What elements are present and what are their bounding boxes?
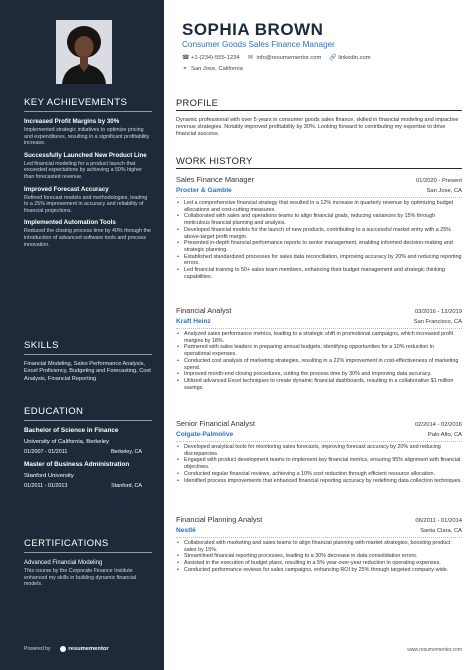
work-history-heading: WORK HISTORY xyxy=(176,155,462,169)
achievements-heading: KEY ACHIEVEMENTS xyxy=(24,97,152,112)
achievement-desc: Reduced the closing process time by 40% through the introduction of advanced software tools and process innovation. xyxy=(24,228,151,248)
profile-heading: PROFILE xyxy=(176,97,462,111)
job-bullet: • Collaborated with sales and operations teams to align financial goals, reducing variances by 15% through meticulous financial planning and analysis. xyxy=(176,213,462,226)
achievements-section xyxy=(24,97,152,248)
job-bullet: • Streamlined financial reporting processes, leading to a 30% decrease in data consolidation errors. xyxy=(176,553,462,560)
job-entry xyxy=(176,419,462,484)
contact-linkedin[interactable] xyxy=(329,55,370,61)
job-company: Procter & Gamble xyxy=(176,187,232,194)
edu-degree: Master of Business Administration xyxy=(24,461,130,468)
job-location: Palo Alto, CA xyxy=(427,432,462,438)
contact-row xyxy=(182,55,371,61)
job-location: Santa Clara, CA xyxy=(420,528,462,534)
job-bullets xyxy=(176,197,462,280)
sidebar xyxy=(0,0,164,670)
job-role: Financial Analyst xyxy=(176,306,232,315)
job-dates: 03/2016 - 12/2019 xyxy=(414,309,462,315)
achievement-desc: Led financial modeling for a product launch that exceeded expectations by achieving a 50% higher than forecasted revenue. xyxy=(24,160,142,180)
cert-title: Advanced Financial Modeling xyxy=(24,560,103,566)
edu-dates: 01/2007 - 01/2011 xyxy=(24,449,68,455)
achievement-item xyxy=(24,186,152,215)
job-bullet: • Conducted cost analysis of marketing strategies, resulting in a 22% improvement in cost-effectiveness of marketing spend. xyxy=(176,358,462,371)
achievement-title: Improved Forecast Accuracy xyxy=(24,185,109,193)
location-pin-icon: ⌖ xyxy=(183,66,187,72)
achievement-item xyxy=(24,118,152,147)
job-entry xyxy=(176,175,462,280)
job-bullet: • Utilized advanced Excel techniques to create dynamic financial dashboards, resulting in a collaborative $1 million savings. xyxy=(176,378,462,391)
education-item xyxy=(24,427,152,455)
job-bullet: • Conducted regular financial reviews, achieving a 10% cost reduction through efficient resource allocation. xyxy=(176,471,462,478)
job-bullet: • Led a comprehensive financial strategy that resulted in a 12% increase in quarterly revenue by optimizing budget allocations and cost-cutting measures. xyxy=(176,200,462,213)
job-dates: 01/2020 - Present xyxy=(415,178,462,184)
job-company: Kraft Heinz xyxy=(176,318,211,325)
job-company: Colgate-Palmolive xyxy=(176,431,234,438)
linkedin-icon: 🔗 xyxy=(329,55,337,61)
achievement-item xyxy=(24,152,152,181)
job-bullet: • Partnered with sales leaders in preparing annual budgets, identifying opportunities for a 10% reduction in operational expenses. xyxy=(176,344,462,357)
cert-desc: This course by the Corporate Finance Institute enhanced my skills in building dynamic financial models. xyxy=(24,568,137,588)
profile-text: Dynamic professional with over 5 years in consumer goods sales finance, skilled in financial modeling and impactive revenue strategies. Notably improved profitability by 30%. Looking forward to contributing my expertise to drive financial success. xyxy=(176,117,459,137)
job-dates: 06/2011 - 01/2014 xyxy=(415,518,462,524)
achievement-item xyxy=(24,219,152,248)
job-bullet: • Conducted performance reviews for sales campaigns, enhancing ROI by 25% through targeted company-wide. xyxy=(176,567,462,574)
job-role: Sales Finance Manager xyxy=(176,175,255,184)
job-entry xyxy=(176,306,462,391)
footer-website[interactable]: www.resumementor.com xyxy=(407,647,462,653)
achievement-title: Successfully Launched New Product Line xyxy=(24,151,147,159)
job-location: San Jose, CA xyxy=(426,188,462,194)
achievement-title: Increased Profit Margins by 30% xyxy=(24,118,120,125)
job-bullet: • Identified process improvements that enhanced financial reporting accuracy by redefining data collection techniques. xyxy=(176,478,462,485)
powered-by-label: Powered by xyxy=(24,646,51,652)
edu-school: Stanford University xyxy=(24,473,74,479)
job-role: Senior Financial Analyst xyxy=(176,419,255,428)
achievement-title: Implemented Automation Tools xyxy=(24,219,116,227)
job-company: Nestlé xyxy=(176,527,196,534)
profile-photo xyxy=(56,20,112,84)
brand-dot-icon xyxy=(60,646,66,652)
powered-by xyxy=(24,646,109,652)
job-bullet: • Established standardized processes for sales data reconciliation, improving accuracy by 20% and reducing reporting errors. xyxy=(176,254,462,267)
job-bullet: • Engaged with product development teams to implement key financial metrics, ensuring 95% alignment with financial objectives. xyxy=(176,457,462,470)
email-text[interactable]: info@resumementor.com xyxy=(256,55,322,61)
job-bullets xyxy=(176,537,462,574)
job-bullets xyxy=(176,441,462,484)
job-location: San Francisco, CA xyxy=(413,319,462,325)
linkedin-text[interactable]: linkedin.com xyxy=(338,55,371,61)
certifications-section xyxy=(24,538,152,588)
job-bullet: • Presented in-depth financial performance reports to senior management, enabling informed decision-making and strategic planning. xyxy=(176,240,462,253)
brand-logo xyxy=(60,646,108,652)
edu-dates: 01/2011 - 01/2013 xyxy=(24,483,68,489)
certifications-heading: CERTIFICATIONS xyxy=(24,538,152,553)
contact-phone xyxy=(182,55,240,61)
job-bullet: • Improved month-end closing procedures, cutting the process time by 30% and improving data accuracy. xyxy=(176,371,462,378)
edu-school: University of California, Berkeley xyxy=(24,439,110,445)
education-section xyxy=(24,406,152,489)
achievement-desc: Refined forecast models and methodologies, leading to a 25% improvement in accuracy and reliability of financial projections. xyxy=(24,194,148,214)
edu-degree: Bachelor of Science in Finance xyxy=(24,427,119,434)
skills-section xyxy=(24,340,152,383)
skills-heading: SKILLS xyxy=(24,340,152,355)
edu-location: Stanford, CA xyxy=(111,483,142,489)
brand-name: resumementor xyxy=(68,646,109,652)
job-bullet: • Collaborated with marketing and sales teams to align financial planning with market strategies, boosting product sales by 15%. xyxy=(176,540,462,553)
contact-email[interactable] xyxy=(248,55,322,61)
edu-location: Berkeley, CA xyxy=(110,449,142,455)
candidate-name: SOPHIA BROWN xyxy=(182,20,324,39)
job-bullet: • Analyzed sales performance metrics, leading to a strategic shift in promotional campaigns, which increased profit margins by 18%. xyxy=(176,331,462,344)
job-bullet: • Assisted in the execution of budget plans, resulting in a 5% year-over-year reduction in operating expenses. xyxy=(176,560,462,567)
skills-text: Financial Modeling, Sales Performance Analysis, Excel Proficiency, Budgeting and Forecasting, Cost Analysis, Financial Reporting xyxy=(24,361,151,382)
avatar-illustration xyxy=(56,20,112,84)
candidate-title: Consumer Goods Sales Finance Manager xyxy=(182,40,335,49)
phone-text: +1-(234)-555-1234 xyxy=(191,55,240,61)
job-bullet: • Led financial training to 50+ sales team members, enhancing their budget management and strategic thinking capabilities. xyxy=(176,267,462,280)
job-dates: 02/2014 - 02/2016 xyxy=(414,422,462,428)
job-role: Financial Planning Analyst xyxy=(176,515,263,524)
job-bullet: • Developed financial models for the launch of new products, contributing to a successful market entry with a 25% above-target profit margin. xyxy=(176,227,462,240)
education-heading: EDUCATION xyxy=(24,406,152,421)
education-item xyxy=(24,461,152,489)
email-icon: ✉ xyxy=(248,55,254,61)
achievement-desc: Implemented strategic initiatives to optimize pricing and expenditures, resulting in a significant profitability increase. xyxy=(24,127,150,147)
job-entry xyxy=(176,515,462,574)
location-text: San Jose, California xyxy=(191,66,243,72)
phone-icon: ☎ xyxy=(182,55,190,61)
contact-location xyxy=(182,66,243,72)
job-bullets xyxy=(176,328,462,391)
job-bullet: • Developed analytical tools for monitoring sales forecasts, improving forecast accuracy by 20% and reducing discrepancies. xyxy=(176,444,462,457)
